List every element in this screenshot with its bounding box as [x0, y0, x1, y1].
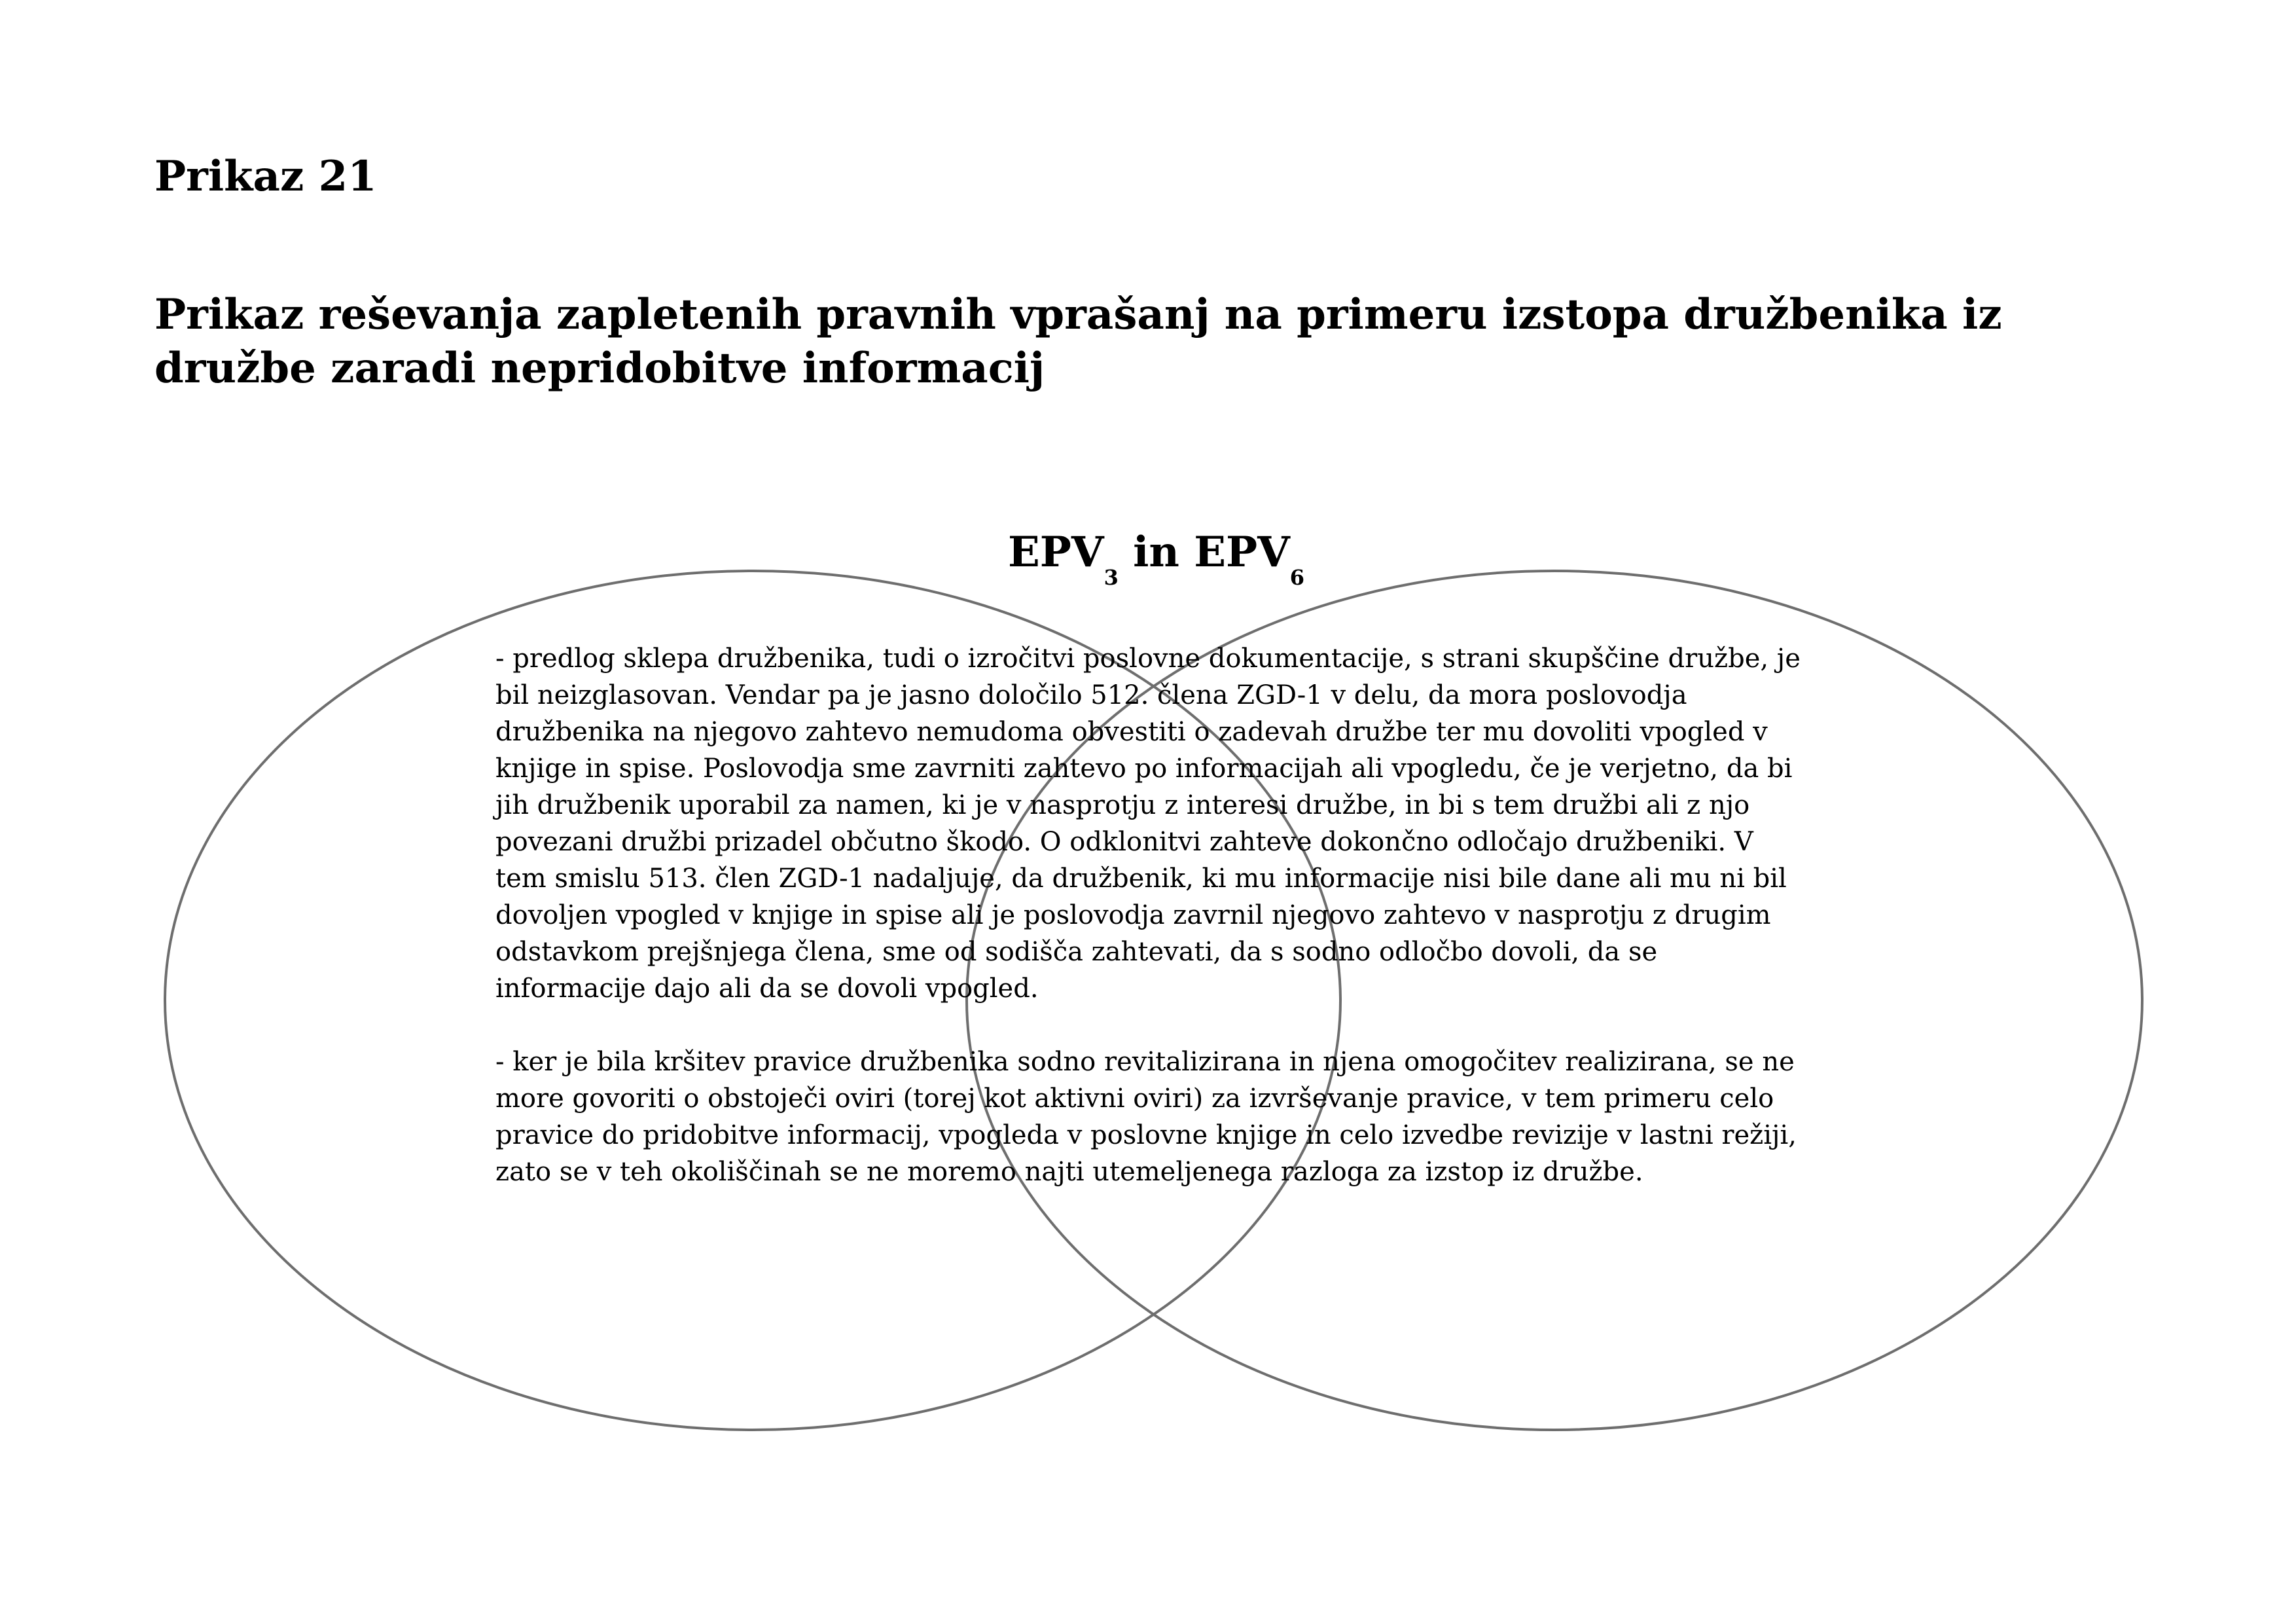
venn-heading [1008, 528, 1305, 590]
venn-body-text [495, 640, 1812, 1227]
heading-middle-label: in EPV [1118, 528, 1290, 577]
heading-left-label: EPV [1008, 528, 1104, 577]
figure-title: Prikaz reševanja zapletenih pravnih vprašanj na primeru izstopa družbenika iz družbe zaradi nepridobitve informacij [154, 290, 2002, 393]
paragraph-2: - ker je bila kršitev pravice družbenika sodno revitalizirana in njena omogočitev realizirana, se ne more govoriti o obstoječi oviri (torej kot aktivni oviri) za izvrševanje pravice, v tem primeru celo pravice do pridobitve informacij, vpogleda v poslovne knjige in celo izvedbe revizije v lastni režiji, zato se v teh okoliščinah se ne moremo najti utemeljenega razloga za izstop iz družbe. [495, 1047, 1797, 1187]
figure-label: Prikaz 21 [154, 152, 377, 201]
paragraph-1: - predlog sklepa družbenika, tudi o izročitvi poslovne dokumentacije, s strani skupščine družbe, je bil neizglasovan. Vendar pa je jasno določilo 512. člena ZGD-1 v delu, da mora poslovodja družbenika na njegovo zahtevo nemudoma obvestiti o zadevah družbe ter mu dovoliti vpogled v knjige in spise. Poslovodja sme zavrniti zahtevo po informacijah ali vpogledu, če je verjetno, da bi jih družbenik uporabil za namen, ki je v nasprotju z interesi družbe, in bi s tem družbi ali z njo povezani družbi prizadel občutno škodo. O odklonitvi zahteve dokončno odločajo družbeniki. V tem smislu 513. člen ZGD-1 nadaljuje, da družbenik, ki mu informacije nisi bile dane ali mu ni bil dovoljen vpogled v knjige in spise ali je poslovodja zavrnil njegovo zahtevo v nasprotju z drugim odstavkom prejšnjega člena, sme od sodišča zahtevati, da s sodno odločbo dovoli, da se informacije dajo ali da se dovoli vpogled. [495, 644, 1801, 1004]
heading-right-subscript: 6 [1289, 565, 1305, 590]
heading-left-subscript: 3 [1103, 565, 1119, 590]
